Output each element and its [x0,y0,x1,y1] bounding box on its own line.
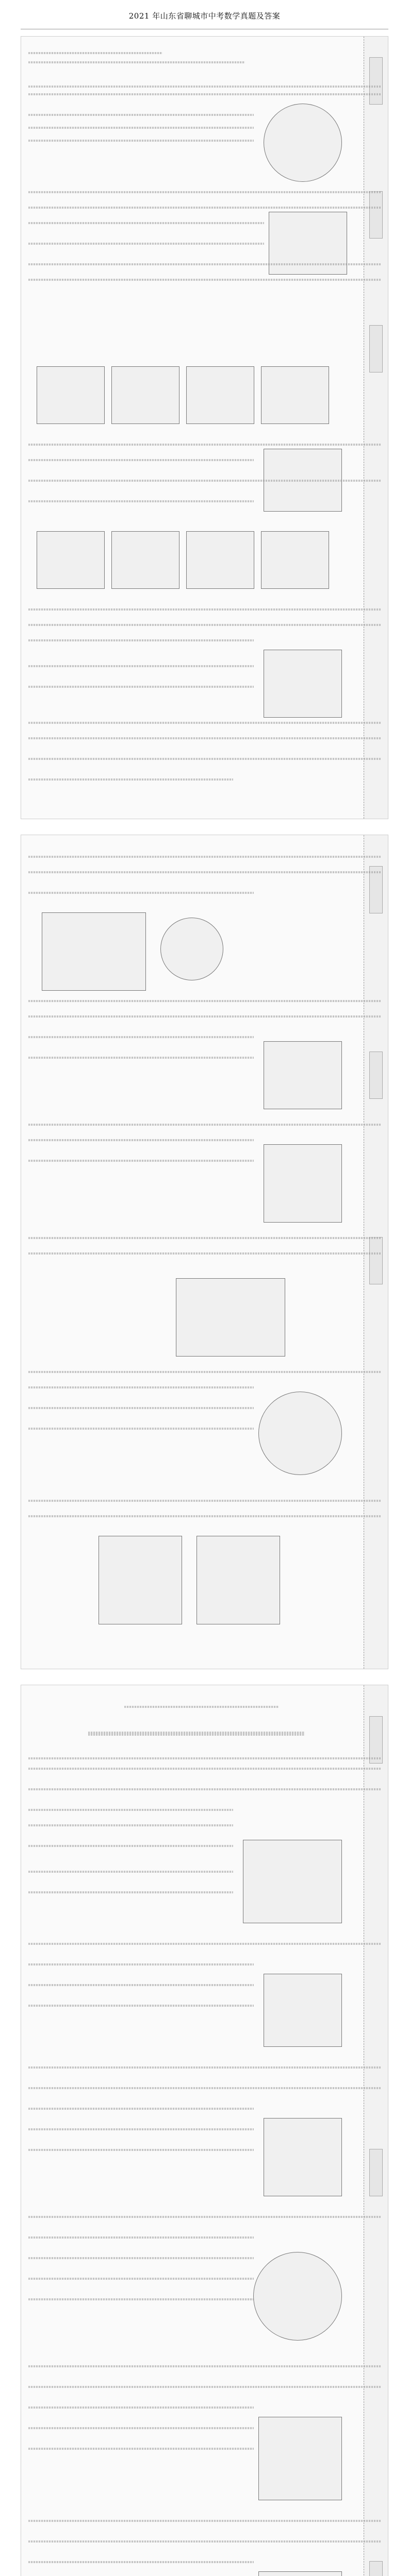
pie-chart [160,918,223,980]
binding-stub [369,57,383,105]
graph-panel [186,366,254,424]
binding-stub [369,1716,383,1764]
parabola-graph [99,1536,182,1624]
answer-sheet [21,1685,388,2576]
circle-figure [253,2252,342,2341]
graph-panel [261,366,329,424]
parabola-graph [111,531,179,589]
bar-chart [42,912,146,991]
binding-margin [364,37,388,819]
graph-panel [111,366,179,424]
parabola-graph [261,531,329,589]
parabola-graph [258,2571,342,2576]
exam-sheet-2 [21,835,388,1669]
function-graph [264,1144,342,1223]
binding-margin [364,835,388,1669]
binding-stub [369,1237,383,1284]
page-header [0,0,409,33]
binding-stub [369,2561,383,2576]
geometry-figure [264,1041,342,1109]
circle-figure [264,104,342,182]
binding-margin [364,1685,388,2576]
page-title: 2021 年山东省聊城市中考数学真题及答案 [128,11,281,21]
binding-stub [369,1052,383,1099]
geometry-figure [264,1974,342,2047]
parabola-graph [37,531,105,589]
binding-stub [369,191,383,239]
binding-stub [369,2149,383,2196]
geometry-figure [264,2118,342,2196]
geometry-figure [243,1840,342,1923]
geometry-figure [264,650,342,718]
exam-sheet-1 [21,36,388,819]
graph-panel [37,366,105,424]
geometry-figure [176,1278,285,1357]
function-graph [258,2417,342,2500]
binding-stub [369,325,383,372]
parabola-graph [186,531,254,589]
parabola-graph [197,1536,280,1624]
circle-figure [258,1392,342,1475]
